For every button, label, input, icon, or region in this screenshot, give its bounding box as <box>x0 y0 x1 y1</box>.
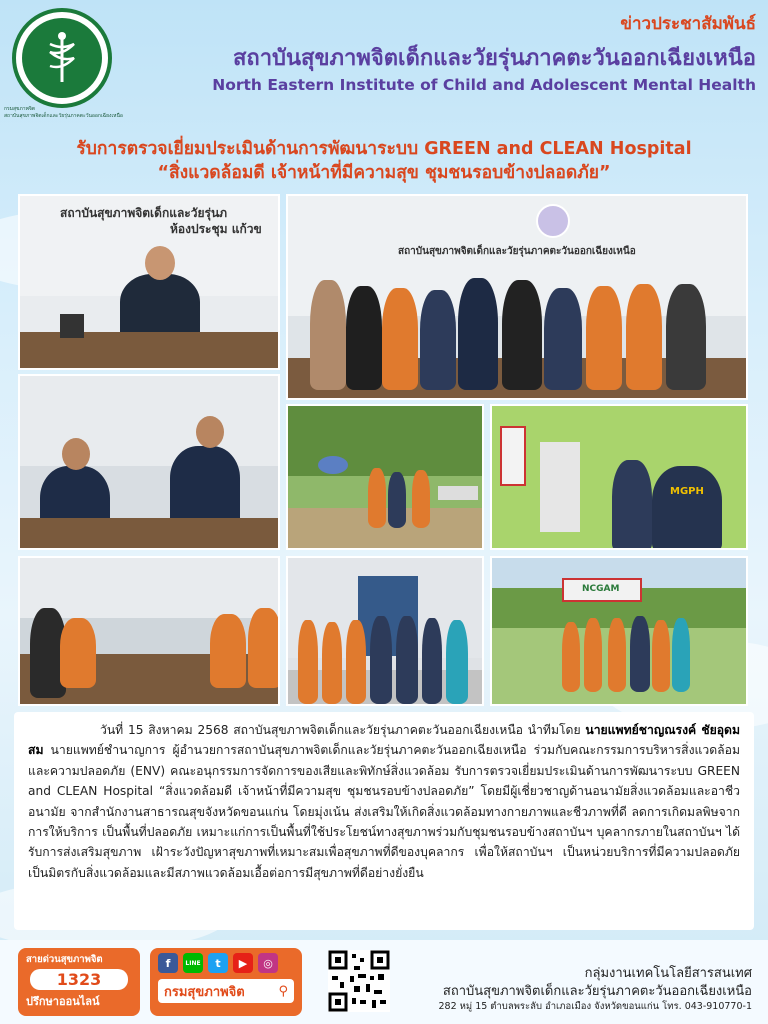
ministry-logo <box>12 8 112 108</box>
hotline-card[interactable] <box>18 948 140 1016</box>
caduceus-icon <box>22 18 102 98</box>
photo-meeting-director <box>18 194 280 370</box>
instagram-icon[interactable]: ◎ <box>258 953 278 973</box>
photo-electrical-panel <box>490 404 748 550</box>
qr-code[interactable] <box>328 950 390 1012</box>
photo-outdoor-inspection <box>286 404 484 550</box>
youtube-icon[interactable]: ▶ <box>233 953 253 973</box>
facebook-icon[interactable]: f <box>158 953 178 973</box>
hotline-title: สายด่วนสุขภาพจิต <box>26 954 103 965</box>
dept-search-bar[interactable] <box>158 979 294 1003</box>
photo-meeting-table <box>18 374 280 550</box>
logo-caption <box>4 106 134 120</box>
news-body <box>14 712 754 930</box>
line-icon[interactable]: LINE <box>183 953 203 973</box>
photo-garden-sign <box>490 556 748 706</box>
room-sign-line2: ห้องประชุม แก้วข <box>170 222 262 236</box>
social-card <box>150 948 302 1016</box>
hotline-number[interactable]: 1323 <box>30 969 128 990</box>
photo-meeting-side <box>18 556 280 706</box>
search-icon: ⚲ <box>278 983 288 999</box>
photo-group-building <box>286 556 484 706</box>
photo-group <box>286 194 748 400</box>
org-name-english: North Eastern Institute of Child and Adolescent Mental Health <box>212 76 756 94</box>
jacket-text: MGPH <box>670 486 704 497</box>
news-body-rest: นายแพทย์ชำนาญการ ผู้อำนวยการสถาบันสุขภาพจิตเด็กและวัยรุ่นภาคตะวันออกเฉียงเหนือ ร่วมกับคณะกรรมการบริหารสิ่งแวดล้อมและความปลอดภัย (ENV) คณะอนุกรรมการจัดการของเสียและพิทักษ์สิ่งแวดล้อม รับการตรวจเยี่ยมประเมินด้านการพัฒนาระบบ GREEN and CLEAN Hospital “สิ่งแวดล้อมดี เจ้าหน้าที่มีความสุข ชุมชนรอบข้างปลอดภัย” โดยมีผู้เชี่ยวชาญด้านอนามัยสิ่งแวดล้อมและอาชีวอนามัย จากสำนักงานสาธารณสุขจังหวัดขอนแก่น โดยมุ่งเน้น ส่งเสริมให้เกิดสิ่งแวดล้อมทางกายภาพและชีวภาพที่ดี ลดการเกิดมลพิษจากการให้บริการ เป็นพื้นที่ปลอดภัย เหมาะแก่การเป็นพื้นที่ใช้ประโยชน์ทางสุขภาพร่วมกับชุมชนรอบข้างสถาบันฯ บุคลากรภายในสถาบันฯ ได้รับการส่งเสริมสุขภาพ เฝ้าระวังปัญหาสุขภาพที่เหมาะสมเพื่อสุขภาพที่ดีของบุคลากร เพื่อให้สถาบันฯ เป็นหน่วยบริการที่มีความปลอดภัย เป็นมิตรกับสิ่งแวดล้อมและมีสภาพแวดล้อมเอื้อต่อการมีสุขภาพที่ดีอย่างยั่งยืน <box>28 743 740 880</box>
headline-line1: รับการตรวจเยี่ยมประเมินด้านการพัฒนาระบบ GREEN and CLEAN Hospital <box>76 139 692 159</box>
hotline-sub: ปรึกษาออนไลน์ <box>26 995 100 1008</box>
news-paragraph <box>28 720 740 883</box>
footer-unit-name: กลุ่มงานเทคโนโลยีสารสนเทศ <box>584 966 752 981</box>
dept-name: กรมสุขภาพจิต <box>164 984 245 1000</box>
headline-line2: “สิ่งแวดล้อมดี เจ้าหน้าที่มีความสุข ชุมชนรอบข้างปลอดภัย” <box>157 163 611 183</box>
footer-address: 282 หมู่ 15 ตำบลพระลับ อำเภอเมือง จังหวัดขอนแก่น โทร. 043-910770-1 <box>438 1001 752 1012</box>
footer-org-name: สถาบันสุขภาพจิตเด็กและวัยรุ่นภาคตะวันออกเฉียงเหนือ <box>442 984 752 999</box>
news-label: ข่าวประชาสัมพันธ์ <box>620 14 756 34</box>
org-name-thai: สถาบันสุขภาพจิตเด็กและวัยรุ่นภาคตะวันออกเฉียงเหนือ <box>232 46 756 71</box>
twitter-icon[interactable]: t <box>208 953 228 973</box>
logo-caption-line2: สถาบันสุขภาพจิตเด็กและวัยรุ่นภาคตะวันออกเฉียงเหนือ <box>4 113 123 119</box>
news-body-lead: วันที่ 15 สิงหาคม 2568 สถาบันสุขภาพจิตเด็กและวัยรุ่นภาคตะวันออกเฉียงเหนือ นำทีมโดย <box>100 723 581 737</box>
director-name: นายแพทย์ชาญณรงค์ ชัยอุดมสม <box>28 723 741 758</box>
social-icons <box>158 953 294 973</box>
ncgam-sign: NCGAM <box>582 584 620 594</box>
group-sign: สถาบันสุขภาพจิตเด็กและวัยรุ่นภาคตะวันออกเฉียงเหนือ <box>398 246 636 257</box>
logo-caption-line1: กรมสุขภาพจิต <box>4 106 36 112</box>
room-sign-line1: สถาบันสุขภาพจิตเด็กและวัยรุ่นภ <box>60 206 228 220</box>
